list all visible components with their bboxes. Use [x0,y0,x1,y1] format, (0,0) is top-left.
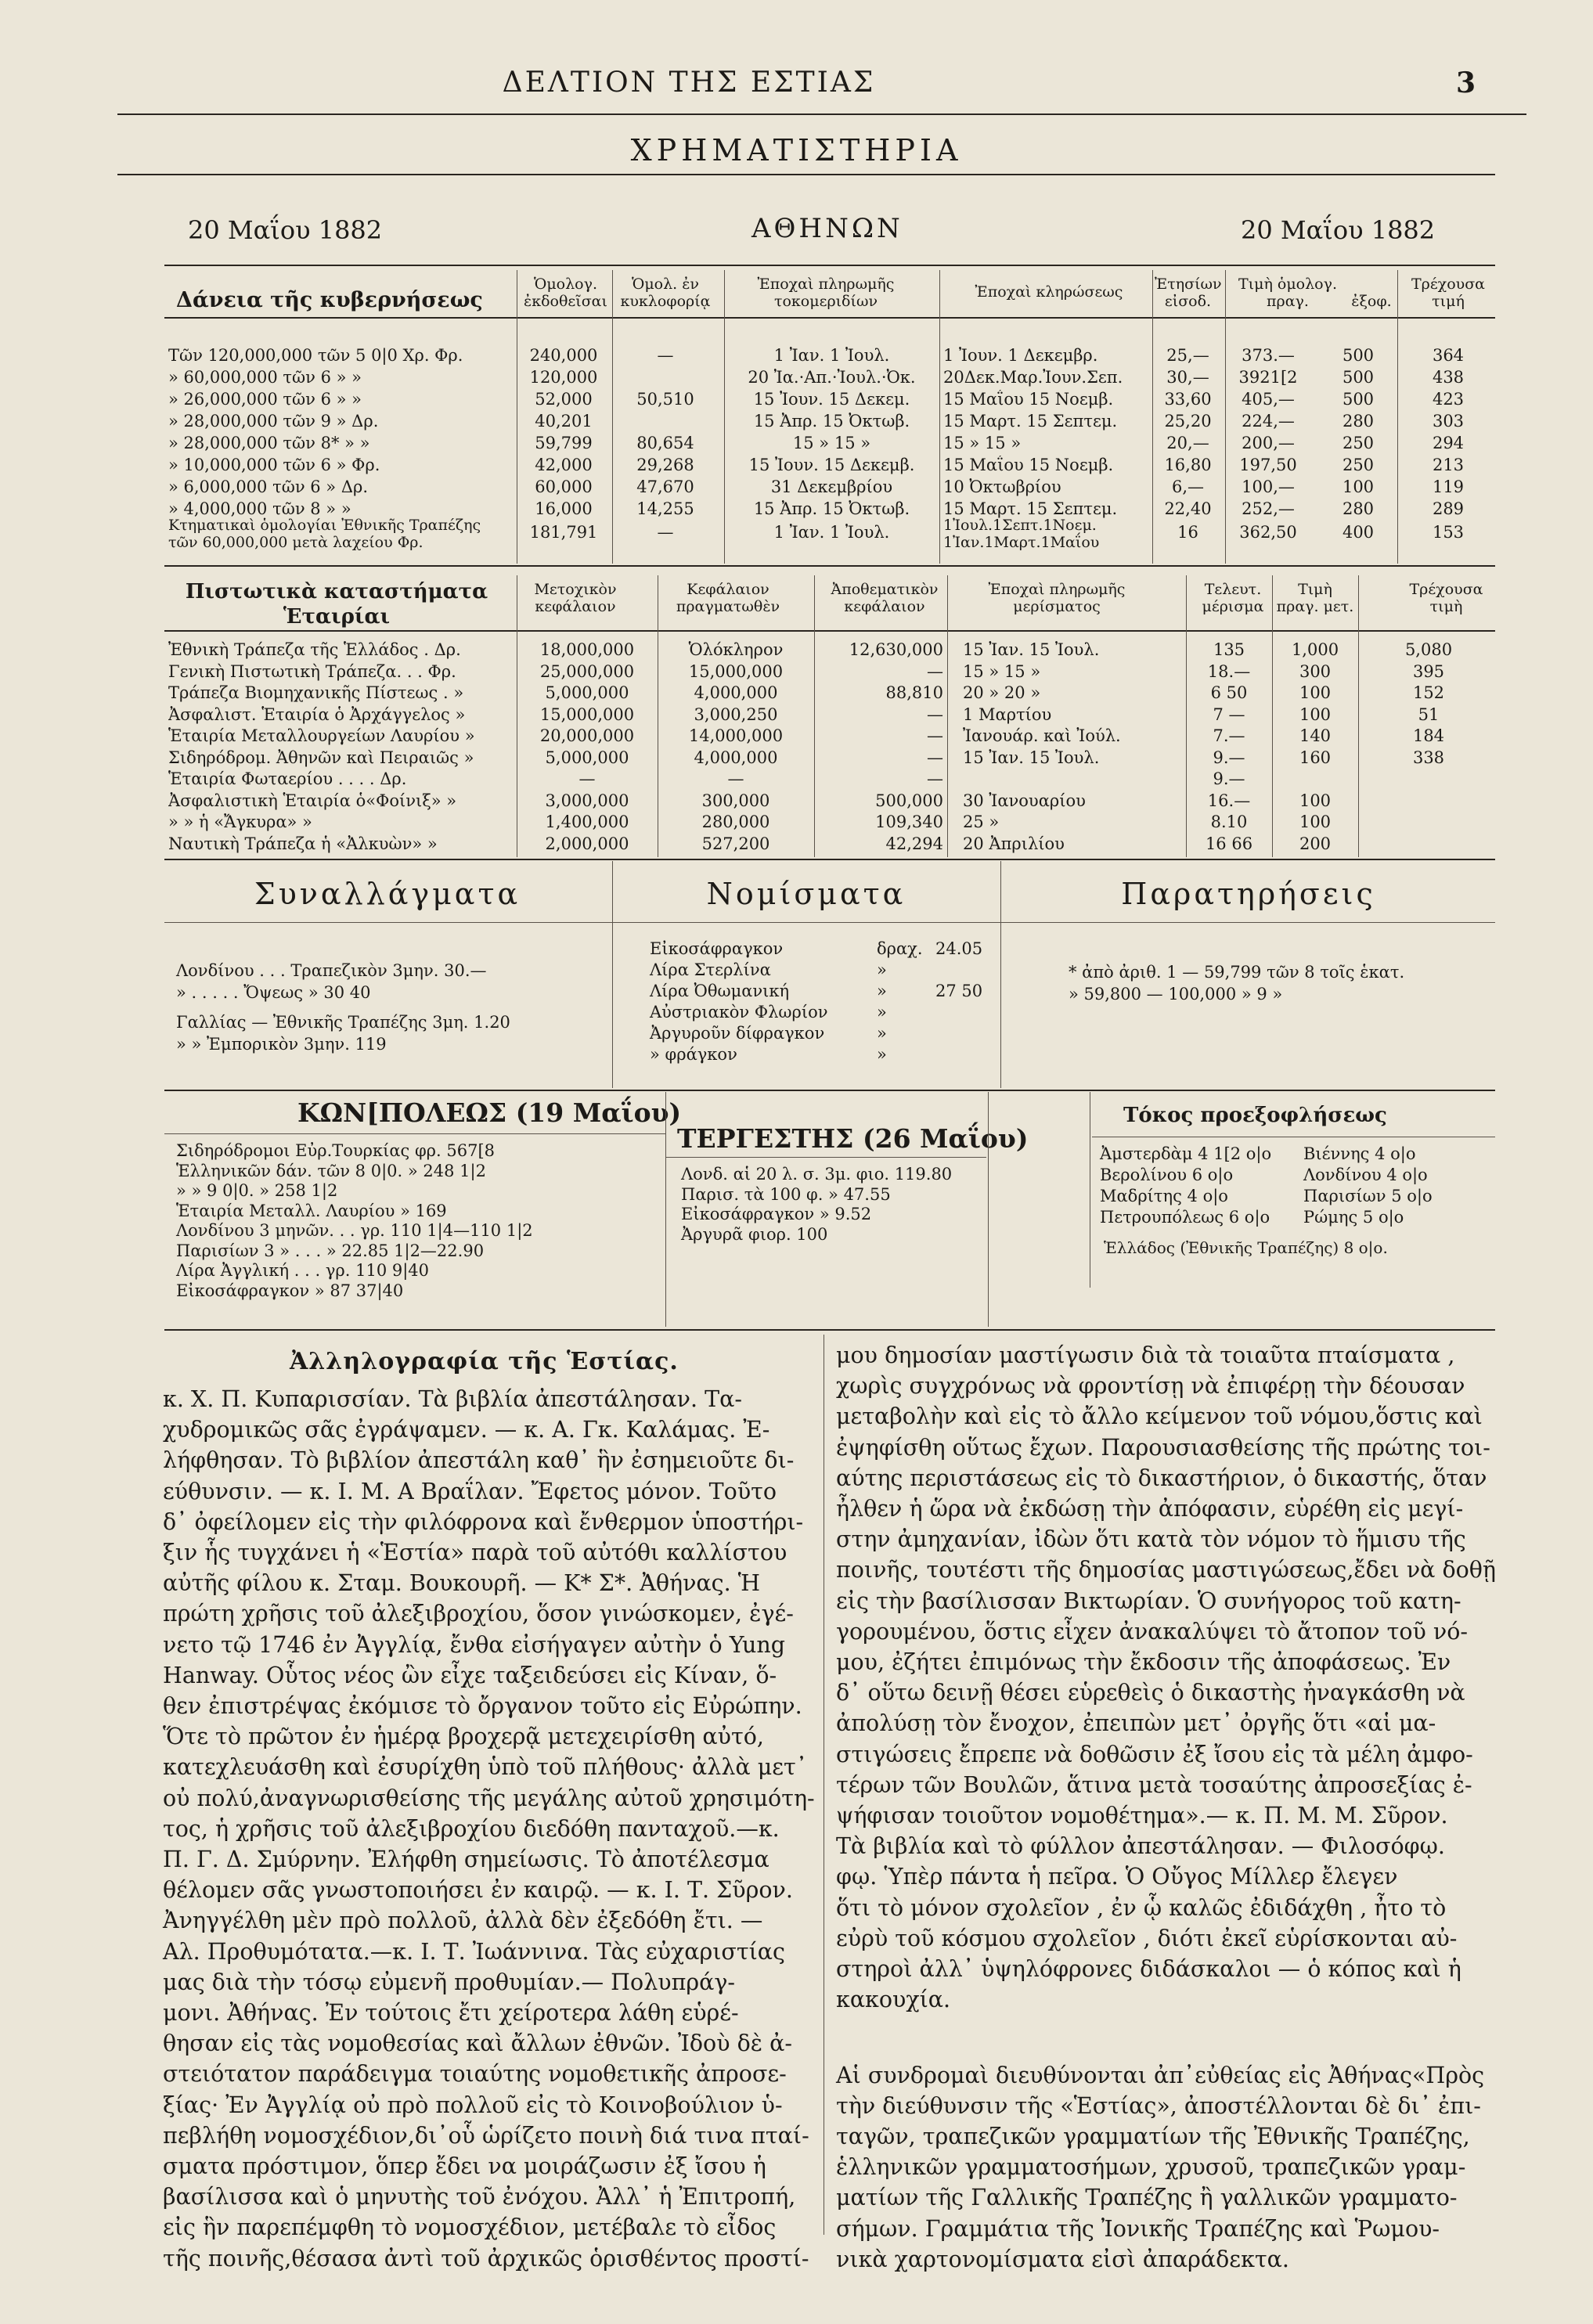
loans-cell: 213 [1432,456,1465,474]
loans-cell: 15 Ἰουν. 15 Δεκεμβ. [748,456,915,474]
companies-cell: 12,630,000 [849,640,943,659]
correspondence-line: ψήφισαν τοιοῦτον νομοθέτημα».— κ. Π. Μ. Μ. Σῦρον. [836,1803,1448,1829]
trieste-title: ΤΕΡΓΕΣΤΗΣ (26 Μαΐου) [677,1123,1029,1154]
loans-cell: 364 [1432,346,1465,365]
constantinople-line: Σιδηρόδρομοι Εὐρ.Τουρκίας φρ. 567[8 [176,1141,496,1160]
loans-cell: 15 Μαρτ. 15 Σεπτεμ. [943,412,1118,431]
correspondence-line: θεν ἐπιστρέψας ἐκόμισε τὸ ὄργανον τοῦτο εἰς Εὐρώπην. [163,1693,802,1719]
correspondence-line: δ᾽ ὀφείλομεν εἰς τὴν φιλόφρονα καὶ ἔνθερμον ὑποστήρι- [163,1508,804,1535]
correspondence-line: κ. Χ. Π. Κυπαρισσίαν. Τὰ βιβλία ἀπεστάλησαν. Τα- [163,1386,742,1412]
companies-cell: 3,000,000 [545,791,629,810]
loans-cell: 52,000 [535,390,593,409]
correspondence-line: τος, ἡ χρῆσις τοῦ ἀλεξιβροχίου διεδόθη πανταχοῦ.—κ. [163,1815,780,1842]
companies-cell: 20 » 20 » [963,683,1041,702]
coin-unit: δραχ. [877,939,923,958]
correspondence-line: Αἱ συνδρομαὶ διευθύνονται ἀπ᾽εὐθείας εἰς Ἀθήνας«Πρὸς [836,2062,1485,2088]
exchange-line: » . . . . . Ὄψεως » 30 40 [176,983,371,1002]
correspondence-line: ὅτι τὸ μόνον σχολεῖον , ἐν ᾧ καλῶς ἐδιδάχθη , ἦτο τὸ [836,1894,1447,1921]
constantinople-line: Ἑταιρία Μεταλλ. Λαυρίου » 169 [176,1201,447,1220]
correspondence-line: στην ἀμηχανίαν, ἰδὼν ὅτι κατὰ τὸν νόμον τὸ ἥμισυ τῆς [836,1526,1466,1553]
companies-title: Πιστωτικὰ καταστήματα Ἑταιρίαι [185,580,488,629]
loans-cell: 15 Ἀπρ. 15 Ὀκτωβ. [753,412,910,431]
constantinople-line: Ἑλληνικῶν δάν. τῶν 8 0|0. » 248 1|2 [176,1161,486,1180]
loans-cell: 500 [1342,346,1375,365]
companies-cell: 152 [1412,683,1445,702]
companies-cell: 9.— [1213,748,1245,767]
loans-cell: 400 [1342,523,1375,542]
coin-unit: » [877,982,887,1000]
loans-cell: 6,— [1171,477,1205,496]
loans-cell: Τῶν 120,000,000 τῶν 5 0|0 Χρ. Φρ. [168,346,463,365]
loans-cell: 20Δεκ.Μαρ.Ἰουν.Σεπ. [943,368,1123,387]
correspondence-line: μεταβολὴν καὶ εἰς τὸ ἄλλο κείμενον τοῦ νόμου,ὅστις καὶ [836,1403,1483,1430]
companies-cell: Ἀσφαλιστ. Ἑταιρία ὁ Ἀρχάγγελος » [168,704,466,724]
correspondence-line: τέρων τῶν Βουλῶν, ἅτινα μετὰ τοσαύτης ἀπροσεξίας ἐ- [836,1771,1472,1798]
companies-cell: 16.— [1207,791,1251,810]
correspondence-line: αὐτῆς φίλου κ. Σταμ. Βουκουρῆ. — Κ* Σ*. Ἀθήνας. Ἡ [163,1570,761,1597]
loans-header: Ἐτησίων εἰσοδ. [1155,276,1222,310]
companies-cell: Ἰανουάρ. καὶ Ἰούλ. [963,726,1121,745]
companies-cell: 100 [1299,791,1332,810]
trieste-line: Εἰκοσάφραγκον » 9.52 [681,1205,872,1223]
correspondence-line: ἦλθεν ἡ ὥρα νὰ ἐκδώσῃ τὴν ἀπόφασιν, εὑρέθη εἰς μεγί- [836,1496,1464,1522]
correspondence-line: σήμων. Γραμμάτια τῆς Ἰονικῆς Τραπέζης καὶ Ῥωμου- [836,2215,1440,2242]
loans-cell: 50,510 [636,390,694,409]
companies-cell: Ναυτικὴ Τράπεζα ἡ «Ἀλκυὼν» » [168,834,438,853]
correspondence-line: ξίας· Ἐν Ἀγγλίᾳ οὐ πρὸ πολλοῦ εἰς τὸ Κοινοβούλιον ὑ- [163,2092,783,2118]
loans-cell: 16 [1177,523,1198,542]
correspondence-line: Ὅτε τὸ πρῶτον ἐν ἡμέρᾳ βροχερᾷ μετεχειρίσθη αὐτό, [163,1724,764,1750]
discount-rate: Ρώμης 5 ο|ο [1303,1208,1404,1227]
companies-cell: 25 » [963,812,1000,831]
loans-cell: 100 [1342,477,1375,496]
loans-cell: » 28,000,000 τῶν 8* » » [168,434,370,452]
coin-name: Λίρα Στερλίνα [650,960,771,979]
loans-cell: 20 Ἰα.·Απ.·Ἰουλ.·Ὀκ. [748,368,916,387]
coin-name: » φράγκον [650,1045,737,1064]
loans-cell: 1 Ἰαν. 1 Ἰουλ. [773,346,890,365]
loans-cell: » 10,000,000 τῶν 6 » Φρ. [168,456,380,474]
constantinople-title: ΚΩΝ[ΠΟΛΕΩΣ (19 Μαΐου) [297,1097,682,1128]
companies-cell: 5,000,000 [545,748,629,767]
companies-cell: — [927,704,943,724]
trieste-line: Λονδ. αἱ 20 λ. σ. 3μ. φιο. 119.80 [681,1165,953,1184]
coin-unit: » [877,1024,887,1043]
loans-cell: 16,80 [1164,456,1212,474]
companies-cell: 20,000,000 [539,726,635,745]
loans-cell: 252,— [1242,499,1295,518]
loans-cell: 80,654 [636,434,694,452]
loans-cell: 100,— [1242,477,1295,496]
companies-header: Τελευτ. μέρισμα [1202,581,1264,615]
loans-cell: 362,50 [1239,523,1297,542]
correspondence-line: εἰς ἣν παρεπέμφθη τὸ νομοσχέδιον, μετέβαλε τὸ εἶδος [163,2214,777,2241]
page-number: 3 [1456,67,1476,99]
companies-cell: 7 — [1213,704,1245,724]
loans-cell: Κτηματικαὶ ὁμολογίαι Ἐθνικῆς Τραπέζης τῶν 60,000,000 μετὰ λαχείου Φρ. [168,517,481,551]
companies-cell: — [927,726,943,745]
companies-cell: 15 Ἰαν. 15 Ἰουλ. [963,748,1100,767]
companies-cell: 100 [1299,683,1332,702]
discount-title: Τόκος προεξοφλήσεως [1123,1104,1387,1127]
companies-cell: 15,000,000 [688,661,784,681]
companies-cell: 160 [1299,748,1332,767]
companies-header: Ἀποθεματικὸν κεφάλαιον [831,581,939,615]
discount-rate: Λονδίνου 4 ο|ο [1303,1166,1428,1184]
correspondence-line: κακουχία. [836,1987,951,2013]
correspondence-line: στιγώσεις ἔπρεπε νὰ δοθῶσιν ἐξ ἴσου εἰς τὰ μέλη ἀμφο- [836,1741,1473,1767]
correspondence-line: γορουμένου, ὅστις εἶχεν ἀνακαλύψει τὸ ἄτοπον τοῦ νό- [836,1618,1469,1645]
coin-unit: » [877,960,887,979]
loans-cell: 16,000 [535,499,593,518]
correspondence-line: θησαν εἰς τὰς νομοθεσίας καὶ ἄλλων ἐθνῶν. Ἰδοὺ δὲ ἀ- [163,2030,792,2057]
companies-cell: 7.— [1213,726,1245,745]
companies-cell: 18,000,000 [539,640,635,659]
correspondence-line: Τὰ βιβλία καὶ τὸ φύλλον ἀπεστάλησαν. — Φιλοσόφῳ. [836,1833,1445,1860]
correspondence-line: δ᾽ οὕτω δεινῇ θέσει εὑρεθεὶς ὁ δικαστὴς ἠναγκάσθη νὰ [836,1680,1465,1706]
loans-cell: 25,— [1166,346,1209,365]
constantinople-line: » » 9 0|0. » 258 1|2 [176,1181,338,1200]
companies-cell: 30 Ἰανουαρίου [963,791,1086,810]
companies-cell: 25,000,000 [539,661,635,681]
companies-cell: Τράπεζα Βιομηχανικῆς Πίστεως . » [168,683,464,702]
correspondence-line: μας διὰ τὴν τόσῳ εὐμενῆ προθυμίαν.— Πολυπράγ- [163,1969,735,1995]
companies-cell: Ἐθνικὴ Τράπεζα τῆς Ἑλλάδος . Δρ. [168,640,461,659]
companies-cell: 6 50 [1210,683,1248,702]
companies-cell: 200 [1299,834,1332,853]
discount-footer: Ἑλλάδος (Ἐθνικῆς Τραπέζης) 8 ο|ο. [1104,1238,1388,1257]
loans-cell: 250 [1342,456,1375,474]
loans-cell: 250 [1342,434,1375,452]
loans-cell: 500 [1342,390,1375,409]
correspondence-line: στειότατον παράδειγμα τοιαύτης νομοθετικῆς ἀπροσε- [163,2061,787,2088]
companies-cell: 527,200 [701,834,770,853]
companies-cell: 18.— [1207,661,1251,681]
companies-cell: 135 [1213,640,1245,659]
companies-cell: 280,000 [701,812,770,831]
loans-cell: 153 [1432,523,1465,542]
loans-cell: 294 [1432,434,1465,452]
companies-cell: 2,000,000 [545,834,629,853]
companies-cell: 15 Ἰαν. 15 Ἰουλ. [963,640,1100,659]
constantinople-line: Λίρα Ἀγγλική . . . γρ. 110 9|40 [176,1261,430,1280]
companies-cell: 100 [1299,704,1332,724]
loans-cell: 289 [1432,499,1465,518]
companies-cell: 15,000,000 [539,704,635,724]
coin-name: Εἰκοσάφραγκον [650,939,784,958]
correspondence-line: ταγῶν, τραπεζικῶν γραμματίων τῆς Ἐθνικῆς Τραπέζης, [836,2124,1470,2149]
companies-cell: 1 Μαρτίου [963,704,1052,724]
trieste-line: Παρισ. τὰ 100 φ. » 47.55 [681,1184,891,1204]
loans-cell: 59,799 [535,434,593,452]
loans-cell: 119 [1432,477,1465,496]
companies-header: Κεφάλαιον πραγματωθὲν [676,581,780,615]
constantinople-line: Παρισίων 3 » . . . » 22.85 1|2—22.90 [176,1241,485,1260]
constantinople-line: Λονδίνου 3 μηνῶν. . . γρ. 110 1|4—110 1|2 [176,1221,533,1240]
companies-cell: 9.— [1213,769,1245,788]
loans-cell: 30,— [1166,368,1209,387]
loans-cell: 240,000 [529,346,598,365]
loans-cell: 280 [1342,412,1375,431]
loans-cell: 15 Μαΐου 15 Νοεμβ. [943,390,1114,409]
remark-line: * ἀπὸ ἀριθ. 1 — 59,799 τῶν 8 τοῖς ἑκατ. [1069,963,1405,982]
loans-cell: 423 [1432,390,1465,409]
loans-cell: 60,000 [535,477,593,496]
discount-rate: Παρισίων 5 ο|ο [1303,1187,1433,1205]
masthead-title: ΔΕΛΤΙΟΝ ΤΗΣ ΕΣΤΙΑΣ [502,67,876,99]
correspondence-line: τὴν διεύθυνσιν τῆς «Ἑστίας», ἀποστέλλονται δὲ δι᾽ ἐπι- [836,2092,1481,2119]
constantinople-line: Εἰκοσάφραγκον » 87 37|40 [176,1281,404,1300]
correspondence-line: μου δημοσίαν μαστίγωσιν διὰ τὰ τοιαῦτα πταίσματα , [836,1342,1455,1368]
loans-cell: — [657,523,674,542]
companies-cell: 184 [1412,726,1445,745]
correspondence-line: ἑλληνικῶν γραμματοσήμων, χρυσοῦ, τραπεζικῶν γραμ- [836,2154,1466,2181]
companies-cell: — [927,661,943,681]
correspondence-line: μου, ἐζήτει ἐπιμόνως τὴν ἔκδοσιν τῆς ἀποφάσεως. Ἐν [836,1649,1451,1675]
correspondence-line: στηροὶ ἀλλ᾽ ὑψηλόφρονες διδάσκαλοι — ὁ κόπος καὶ ἡ [836,1956,1461,1982]
coin-unit: » [877,1003,887,1021]
companies-cell: 395 [1412,661,1445,681]
loans-header: Ἐποχαὶ πληρωμῆς τοκομεριδίων [757,276,895,310]
correspondence-line: εύθυνσιν. — κ. Ι. Μ. Α Βραΐλαν. Ἔφετος μόνον. Τοῦτο [163,1478,777,1504]
loans-cell: 15 Ἰουν. 15 Δεκεμ. [753,390,910,409]
loans-cell: 224,— [1242,412,1295,431]
loans-cell: » 28,000,000 τῶν 9 » Δρ. [168,412,379,431]
companies-cell: 1,400,000 [545,812,629,831]
loans-cell: 22,40 [1164,499,1212,518]
companies-cell: 100 [1299,812,1332,831]
companies-cell: 4,000,000 [694,683,778,702]
companies-cell: 300,000 [701,791,770,810]
remarks-title: Παρατηρήσεις [1121,877,1376,911]
loans-cell: 500 [1342,368,1375,387]
companies-cell: 14,000,000 [688,726,784,745]
loans-cell: 15 Ἀπρ. 15 Ὀκτωβ. [753,499,910,518]
correspondence-line: θέλομεν σᾶς γνωστοποιήσει ἐν καιρῷ. — κ. Ι. Τ. Σῦρον. [163,1877,793,1904]
loans-cell: 42,000 [535,456,593,474]
companies-cell: 5,080 [1404,640,1453,659]
correspondence-line: εὐρὺ τοῦ κόσμου σχολεῖον , διότι ἐκεῖ εὑρίσκονται αὐ- [836,1925,1458,1951]
companies-cell: — [727,769,744,788]
companies-cell: 51 [1418,704,1440,724]
loans-header: Τιμὴ ὁμολογ. πραγ. [1238,276,1337,310]
correspondence-line: ἀπολύσῃ τὸν ἔνοχον, ἐπειπὼν μετ᾽ ὀργῆς ὅτι «αἱ μα- [836,1710,1436,1737]
loans-cell: — [657,346,674,365]
correspondence-line: τῆς ποινῆς,θέσασα ἀντὶ τοῦ ἀρχικῶς ὁρισθέντος προστί- [163,2245,809,2272]
companies-cell: Σιδηρόδρομ. Ἀθηνῶν καὶ Πειραιῶς » [168,748,474,767]
loans-cell: 31 Δεκεμβρίου [770,477,893,496]
loans-cell: 10 Ὀκτωβρίου [943,477,1061,496]
section-title: ΧΡΗΜΑΤΙΣΤΗΡΙΑ [630,133,963,168]
companies-header: Τιμὴ πραγ. μετ. [1276,581,1354,615]
correspondence-line: εἰς τὴν βασίλισσαν Βικτωρίαν. Ὁ συνήγορος τοῦ κατη- [836,1587,1461,1614]
loans-cell: » 4,000,000 τῶν 8 » » [168,499,351,518]
correspondence-line: σματα πρόστιμον, ὅπερ ἔδει να μοιράζωσιν ἐξ ἴσου ἡ [163,2153,766,2179]
correspondence-line: νικὰ χαρτονομίσματα εἰσὶ ἀπαράδεκτα. [836,2246,1289,2272]
loans-header: Ὁμολογ. ἐκδοθεῖσαι [524,276,607,310]
correspondence-line: ματίων τῆς Γαλλικῆς Τραπέζης ἢ γαλλικῶν γραμματο- [836,2185,1458,2211]
loans-cell: 181,791 [529,523,598,542]
coin-value: 27 50 [935,982,983,1000]
companies-cell: » » ἡ «Ἄγκυρα» » [168,812,312,831]
companies-cell: Ὁλόκληρον [688,640,784,659]
coin-unit: » [877,1045,887,1064]
correspondence-line: ξιν ἧς τυγχάνει ἡ «Ἑστία» παρὰ τοῦ αὐτόθι καλλίστου [163,1540,787,1566]
date-center: ΑΘΗΝΩΝ [751,213,903,244]
exchange-line: Λονδίνου . . . Τραπεζικὸν 3μην. 30.— [176,961,487,980]
correspondence-line: Π. Γ. Δ. Σμύρνην. Ἐλήφθη σημείωσις. Τὸ ἀποτέλεσμα [163,1847,769,1872]
loans-cell: 197,50 [1239,456,1297,474]
loans-cell: 15 » 15 » [943,434,1022,452]
companies-header: Τρέχουσα τιμὴ [1409,581,1483,615]
loans-cell: 25,20 [1164,412,1212,431]
loans-cell: 373.— [1242,346,1295,365]
discount-rate: Βερολίνου 6 ο|ο [1100,1166,1234,1184]
coins-title: Νομίσματα [706,877,906,911]
loans-cell: 47,670 [636,477,694,496]
loans-cell: » 60,000,000 τῶν 6 » » [168,368,362,387]
companies-cell: 16 66 [1205,834,1253,853]
loans-header: Ὁμολ. ἐν κυκλοφορίᾳ [620,276,711,310]
loans-cell: 1 Ἰαν. 1 Ἰουλ. [773,523,890,542]
correspondence-line: χωρὶς συγχρόνως νὰ φροντίσῃ νὰ ἐπιφέρῃ τὴν δέουσαν [836,1373,1465,1400]
companies-cell: 3,000,250 [694,704,778,724]
loans-cell: 20,— [1166,434,1209,452]
correspondence-line: φῳ. Ὑπὲρ πάντα ἡ πεῖρα. Ὁ Οὔγος Μίλλερ ἔλεγεν [836,1864,1398,1890]
loans-cell: 280 [1342,499,1375,518]
companies-cell: 5,000,000 [545,683,629,702]
loans-cell: 29,268 [636,456,694,474]
exchange-line: Γαλλίας — Ἐθνικῆς Τραπέζης 3μη. 1.20 [176,1013,510,1032]
loans-header: Ἐποχαὶ κληρώσεως [975,283,1123,301]
loans-cell: 3921[2 [1238,368,1298,387]
correspondence-line: βασίλισσα καὶ ὁ μηνυτὴς τοῦ ἐνόχου. Ἀλλ᾽ ἡ Ἐπιτροπή, [163,2184,796,2211]
loans-cell: » 26,000,000 τῶν 6 » » [168,390,362,409]
discount-rate: Μαδρίτης 4 ο|ο [1100,1187,1228,1205]
companies-cell: Ἀσφαλιστικὴ Ἑταιρία ὁ«Φοίνιξ» » [168,791,457,810]
loans-cell: 15 Μαρτ. 15 Σεπτεμ. [943,499,1118,518]
correspondence-line: πρώτη χρῆσις τοῦ ἀλεξιβροχίου, ὅσον γινώσκομεν, ἐγέ- [163,1601,794,1627]
companies-cell: 1,000 [1291,640,1339,659]
exchange-title: Συναλλάγματα [254,877,521,911]
exchange-line: » » Ἐμπορικὸν 3μην. 119 [176,1035,387,1054]
companies-cell: Ἑταιρία Φωταερίου . . . . Δρ. [168,769,407,788]
loans-cell: 438 [1432,368,1465,387]
coin-name: Λίρα Ὀθωμανική [650,982,790,1000]
companies-cell: Γενικὴ Πιστωτικὴ Τράπεζα. . . Φρ. [168,661,456,681]
loans-header: ἐξοφ. [1351,293,1392,310]
correspondence-line: ἐψηφίσθη οὕτως ἔχων. Παρουσιασθείσης τῆς πρώτης τοι- [836,1434,1490,1461]
companies-cell: 300 [1299,661,1332,681]
loans-cell: 15 Μαΐου 15 Νοεμβ. [943,456,1114,474]
companies-header: Ἐποχαὶ πληρωμῆς μερίσματος [988,581,1126,615]
discount-rate: Ἀμστερδὰμ 4 1[2 ο|ο [1100,1144,1272,1163]
companies-cell: 20 Ἀπριλίου [963,834,1065,853]
companies-cell: — [578,769,596,788]
correspondence-line: ποινῆς, τουτέστι τῆς δημοσίας μαστιγώσεως,ἔδει νὰ δοθῇ [836,1557,1497,1584]
correspondence-line: αύτης περιστάσεως εἰς τὸ δικαστήριον, ὁ δικαστής, ὅταν [836,1465,1487,1491]
loans-cell: 1Ἰουλ.1Σεπτ.1Νοεμ. 1Ἰαν.1Μαρτ.1Μαΐου [943,517,1100,551]
correspondence-line: Hanway. Οὗτος νέος ὢν εἶχε ταξειδεύσει εἰς Κίναν, ὅ- [163,1662,777,1688]
coin-name: Αὐστριακὸν Φλωρίον [650,1003,828,1021]
companies-cell: 338 [1412,748,1445,767]
correspondence-line: λήφθησαν. Τὸ βιβλίον ἀπεστάλη καθ᾽ ἣν ἐσημειοῦτε δι- [163,1447,795,1474]
correspondence-line: πεβλήθη νομοσχέδιον,δι᾽οὗ ὡρίζετο ποινὴ διά τινα πταί- [163,2122,809,2149]
companies-cell: 8.10 [1210,812,1248,831]
companies-cell: Ἑταιρία Μεταλλουργείων Λαυρίου » [168,726,475,745]
loans-cell: 1 Ἰουν. 1 Δεκεμβρ. [943,346,1098,365]
loans-title: Δάνεια τῆς κυβερνήσεως [176,288,483,312]
remark-line: » 59,800 — 100,000 » 9 » [1069,985,1283,1003]
coin-name: Ἀργυροῦν δίφραγκον [650,1024,825,1043]
loans-header: Τρέχουσα τιμή [1411,276,1485,310]
companies-cell: 500,000 [875,791,943,810]
date-left: 20 Μαΐου 1882 [188,215,383,245]
date-right: 20 Μαΐου 1882 [1241,215,1436,245]
coin-value: 24.05 [935,939,983,958]
discount-rate: Πετρουπόλεως 6 ο|ο [1100,1208,1270,1227]
loans-cell: 40,201 [535,412,593,431]
correspondence-line: νετο τῷ 1746 ἐν Ἀγγλίᾳ, ἔνθα εἰσήγαγεν αὐτὴν ὁ Yung [163,1631,785,1658]
correspondence-line: χυδρομικῶς σᾶς ἐγράψαμεν. — κ. Α. Γκ. Καλάμας. Ἐ- [163,1417,770,1443]
correspondence-line: κατεχλευάσθη καὶ ἐσυρίχθη ὑπὸ τοῦ πλήθους· ἀλλὰ μετ᾽ [163,1754,808,1781]
companies-cell: 42,294 [885,834,943,853]
companies-cell: 140 [1299,726,1332,745]
loans-cell: 120,000 [529,368,598,387]
correspondence-line: οὐ πολύ,ἀναγνωρισθείσης τῆς μεγάλης αὐτοῦ χρησιμότη- [163,1785,815,1811]
loans-cell: 15 » 15 » [792,434,871,452]
companies-cell: 88,810 [885,683,943,702]
companies-header: Μετοχικὸν κεφάλαιον [534,581,617,615]
companies-cell: — [927,769,943,788]
correspondence-line: Αλ. Προθυμότατα.—κ. Ι. Τ. Ἰωάννινα. Τὰς εὐχαριστίας [163,1938,785,1965]
correspondence-line: μονι. Ἀθήνας. Ἐν τούτοις ἔτι χείροτερα λάθη εὑρέ- [163,2000,739,2026]
loans-cell: 303 [1432,412,1465,431]
loans-cell: 33,60 [1164,390,1212,409]
loans-cell: » 6,000,000 τῶν 6 » Δρ. [168,477,369,496]
loans-cell: 405,— [1242,390,1295,409]
companies-cell: 4,000,000 [694,748,778,767]
companies-cell: — [927,748,943,767]
correspondence-line: Ἀνηγγέλθη μὲν πρὸ πολλοῦ, ἀλλὰ δὲν ἐξεδόθη ἔτι. — [163,1908,763,1934]
loans-cell: 200,— [1242,434,1295,452]
correspondence-title: Ἀλληλογραφία τῆς Ἑστίας. [290,1348,679,1375]
discount-rate: Βιέννης 4 ο|ο [1303,1144,1416,1163]
trieste-line: Ἀργυρᾶ φιορ. 100 [681,1224,828,1244]
companies-cell: 109,340 [875,812,943,831]
loans-cell: 14,255 [636,499,694,518]
companies-cell: 15 » 15 » [963,661,1041,681]
